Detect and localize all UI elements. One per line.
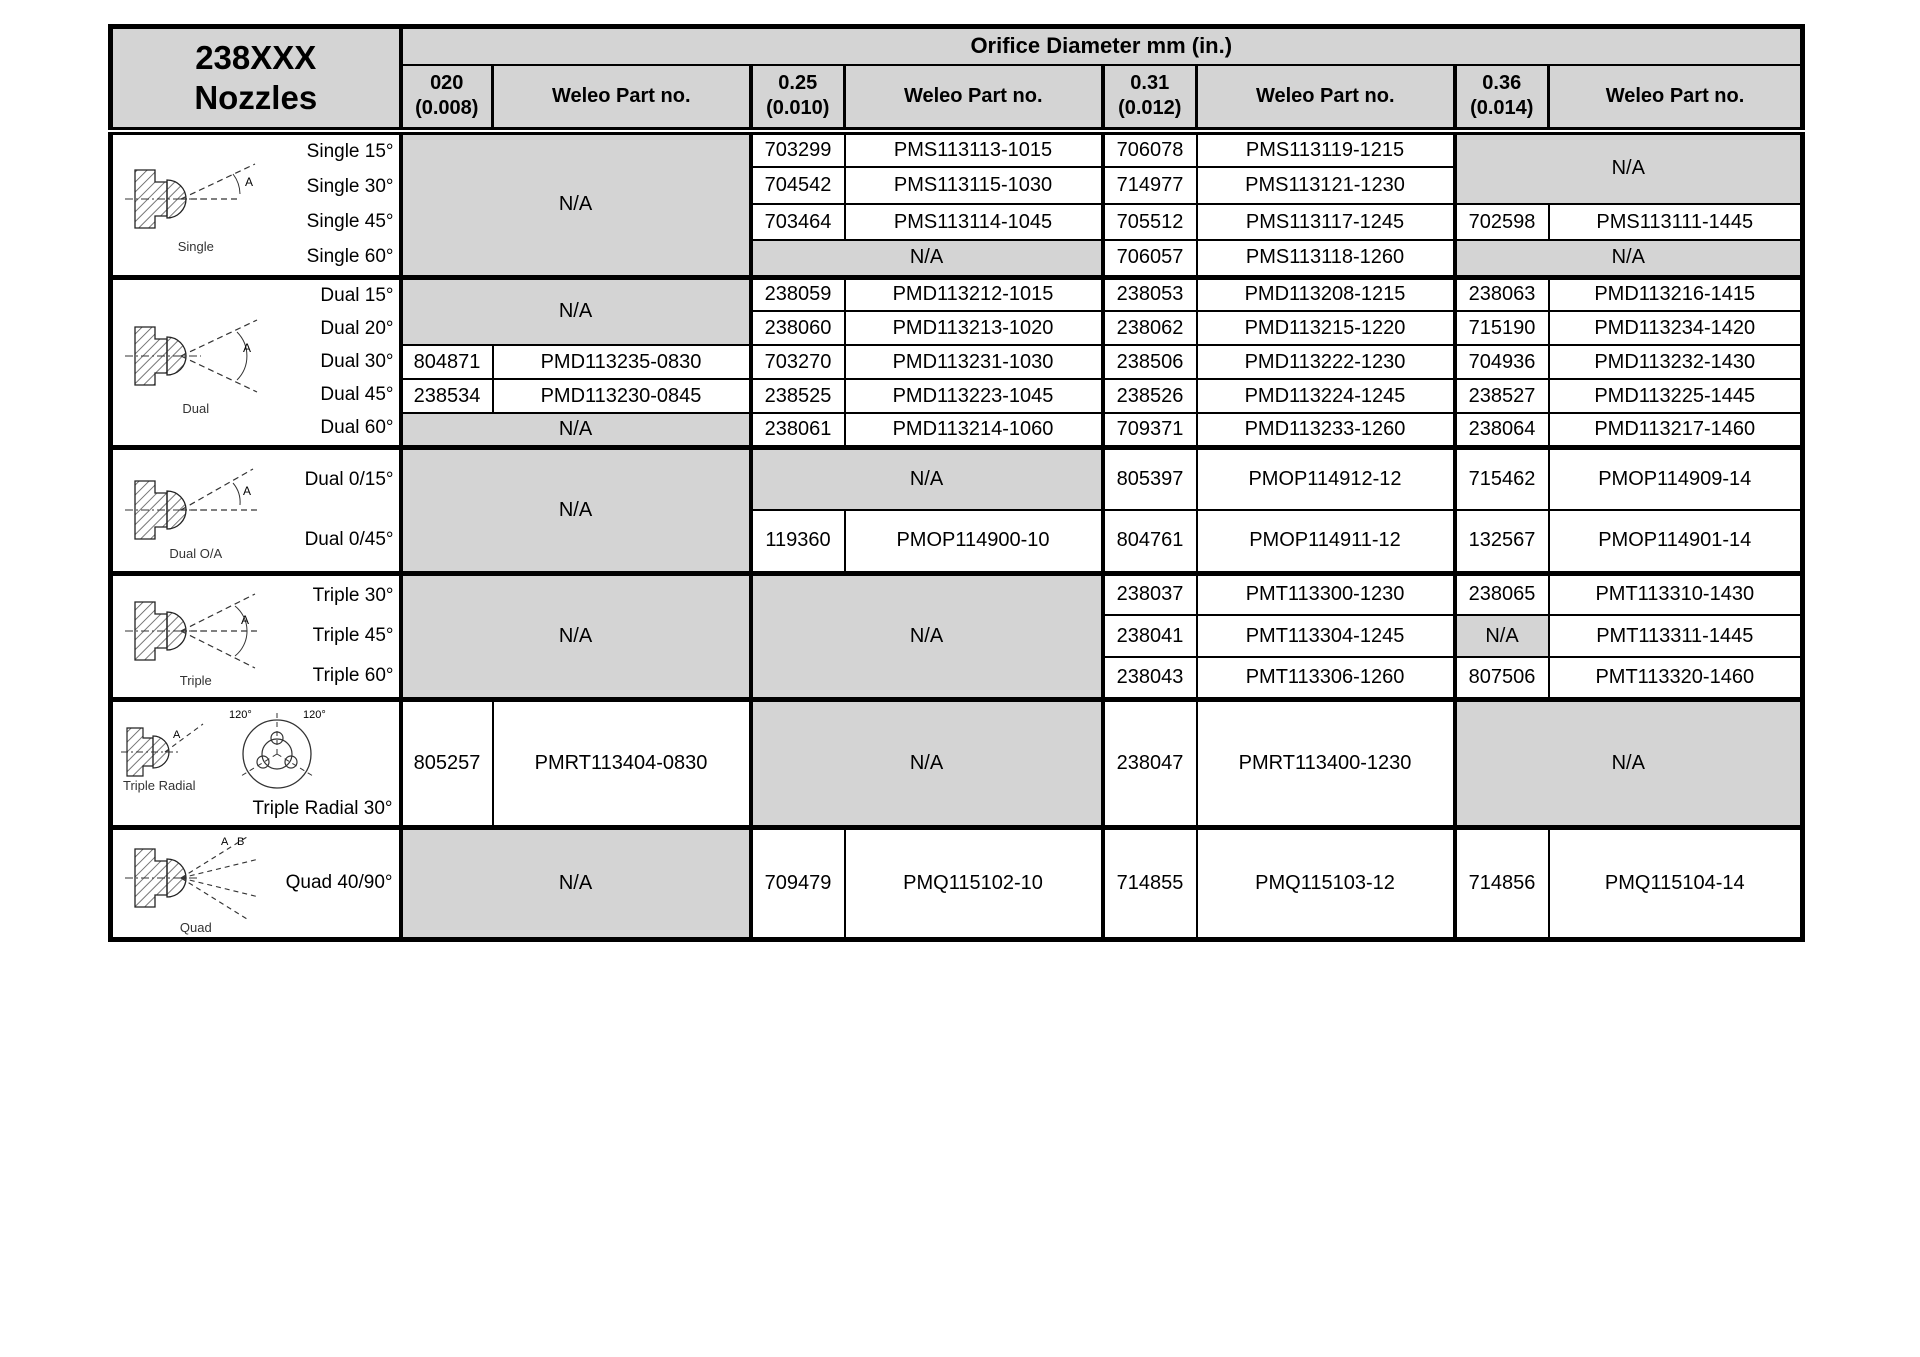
weleo-part-cell: PMS113121-1230	[1197, 167, 1455, 204]
part-number-cell: 238037	[1103, 573, 1197, 615]
part-number-cell: 238043	[1103, 657, 1197, 699]
weleo-part-cell: PMD113222-1230	[1197, 345, 1455, 379]
row-label: Triple 45°	[312, 625, 394, 646]
nozzle-diagram-quad	[113, 830, 279, 936]
weleo-part-cell: PMD113233-1260	[1197, 413, 1455, 447]
row-label: Quad 40/90°	[285, 872, 393, 893]
nozzle-diagram-dual	[113, 280, 279, 444]
part-number-cell: 238063	[1455, 277, 1549, 311]
part-number-cell: 704542	[751, 167, 845, 204]
na-cell: N/A	[1455, 240, 1803, 277]
angle-label: A	[244, 174, 253, 189]
weleo-part-cell: PMD113213-1020	[845, 311, 1103, 345]
part-number-cell: 804871	[401, 345, 493, 379]
row-label: Dual 60°	[320, 416, 394, 438]
part-number-cell: 709371	[1103, 413, 1197, 447]
part-number-cell: 238061	[751, 413, 845, 447]
table-row	[111, 573, 1803, 615]
group-label-triple-radial	[111, 699, 401, 827]
weleo-part-cell: PMS113117-1245	[1197, 204, 1455, 241]
weleo-part-cell: PMT113306-1260	[1197, 657, 1455, 699]
weleo-part-cell: PMRT113404-0830	[493, 699, 751, 827]
part-number-cell: 238506	[1103, 345, 1197, 379]
part-header-036: Weleo Part no.	[1549, 65, 1803, 131]
row-label: Dual 45°	[320, 383, 394, 405]
part-number-cell: 715462	[1455, 447, 1549, 510]
size-mm: 0.25	[778, 72, 818, 94]
na-cell: N/A	[1455, 699, 1803, 827]
part-number-cell: 709479	[751, 827, 845, 939]
diagram-caption: Triple Radial	[123, 777, 196, 793]
table-row	[111, 131, 1803, 168]
weleo-part-cell: PMS113114-1045	[845, 204, 1103, 241]
na-cell: N/A	[401, 447, 751, 573]
size-in: (0.008)	[415, 97, 479, 119]
weleo-part-cell: PMT113320-1460	[1549, 657, 1803, 699]
part-number-cell: 703270	[751, 345, 845, 379]
na-cell: N/A	[401, 277, 751, 345]
part-number-cell: 705512	[1103, 204, 1197, 241]
weleo-part-cell: PMD113235-0830	[493, 345, 751, 379]
weleo-part-cell: PMS113119-1215	[1197, 131, 1455, 168]
weleo-part-cell: PMT113310-1430	[1549, 573, 1803, 615]
diagram-caption: Dual O/A	[169, 546, 223, 561]
row-label: Dual 15°	[320, 285, 394, 307]
part-number-cell: 238053	[1103, 277, 1197, 311]
size-in: (0.012)	[1118, 97, 1182, 119]
na-cell: N/A	[401, 573, 751, 699]
row-label: Single 45°	[306, 211, 394, 232]
diagram-caption: Single	[177, 238, 214, 254]
size-header-031	[1103, 65, 1197, 131]
weleo-part-cell: PMQ115103-12	[1197, 827, 1455, 939]
weleo-part-cell: PMS113111-1445	[1549, 204, 1803, 241]
row-label: Dual 0/45°	[304, 529, 394, 550]
part-number-cell: 238059	[751, 277, 845, 311]
size-mm: 020	[430, 72, 464, 94]
weleo-part-cell: PMD113208-1215	[1197, 277, 1455, 311]
part-number-cell: 238065	[1455, 573, 1549, 615]
part-number-cell: 238525	[751, 379, 845, 413]
size-in: (0.010)	[766, 97, 830, 119]
row-label: Single 60°	[306, 246, 394, 267]
part-number-cell: 238526	[1103, 379, 1197, 413]
weleo-part-cell: PMD113230-0845	[493, 379, 751, 413]
weleo-part-cell: PMOP114901-14	[1549, 510, 1803, 573]
weleo-part-cell: PMT113304-1245	[1197, 615, 1455, 657]
na-cell: N/A	[401, 827, 751, 939]
part-number-cell: 714856	[1455, 827, 1549, 939]
weleo-part-cell: PMD113231-1030	[845, 345, 1103, 379]
angle-label: A	[242, 484, 251, 498]
weleo-part-cell: PMOP114909-14	[1549, 447, 1803, 510]
nozzle-diagram-dual-oa	[113, 450, 279, 570]
size-header-025	[751, 65, 845, 131]
part-number-cell: 706057	[1103, 240, 1197, 277]
na-cell: N/A	[401, 131, 751, 278]
weleo-part-cell: PMS113118-1260	[1197, 240, 1455, 277]
na-cell: N/A	[1455, 615, 1549, 657]
size-header-020	[401, 65, 493, 131]
part-header-020: Weleo Part no.	[493, 65, 751, 131]
part-number-cell: 238047	[1103, 699, 1197, 827]
diagram-caption: Triple	[179, 673, 212, 688]
weleo-part-cell: PMOP114911-12	[1197, 510, 1455, 573]
na-cell: N/A	[751, 240, 1103, 277]
part-number-cell: 238534	[401, 379, 493, 413]
part-number-cell: 704936	[1455, 345, 1549, 379]
table-row	[111, 827, 1803, 939]
row-label: Dual 20°	[320, 318, 394, 340]
angle-rows-labels	[279, 280, 399, 444]
nozzle-diagram-triple	[113, 576, 279, 696]
row-label: Single 30°	[306, 176, 394, 197]
header-row-1	[111, 27, 1803, 65]
degree-label: 120°	[229, 709, 252, 721]
row-label: Dual 30°	[320, 350, 394, 372]
na-cell: N/A	[751, 573, 1103, 699]
angle-rows-labels	[279, 135, 399, 275]
size-header-036	[1455, 65, 1549, 131]
part-number-cell: 238527	[1455, 379, 1549, 413]
angle-label: A	[240, 613, 249, 627]
part-number-cell: 119360	[751, 510, 845, 573]
group-label-dual-oa	[111, 447, 401, 573]
group-label-quad	[111, 827, 401, 939]
angle-label-a: A	[220, 836, 229, 848]
angle-label-b: B	[236, 836, 245, 848]
table-row	[111, 447, 1803, 510]
weleo-part-cell: PMD113232-1430	[1549, 345, 1803, 379]
weleo-part-cell: PMD113212-1015	[845, 277, 1103, 311]
part-header-031: Weleo Part no.	[1197, 65, 1455, 131]
part-number-cell: 238041	[1103, 615, 1197, 657]
part-number-cell: 132567	[1455, 510, 1549, 573]
part-number-cell: 714855	[1103, 827, 1197, 939]
weleo-part-cell: PMD113223-1045	[845, 379, 1103, 413]
part-number-cell: 805397	[1103, 447, 1197, 510]
na-cell: N/A	[751, 699, 1103, 827]
na-cell: N/A	[1455, 131, 1803, 204]
part-number-cell: 805257	[401, 699, 493, 827]
title-line-2: Nozzles	[194, 78, 318, 116]
nozzle-part-table	[108, 24, 1805, 942]
part-number-cell: 807506	[1455, 657, 1549, 699]
part-number-cell: 804761	[1103, 510, 1197, 573]
na-cell: N/A	[751, 447, 1103, 510]
part-number-cell: 706078	[1103, 131, 1197, 168]
part-number-cell: 238064	[1455, 413, 1549, 447]
angle-rows-labels	[279, 576, 399, 696]
weleo-part-cell: PMQ115104-14	[1549, 827, 1803, 939]
nozzle-diagram-single	[113, 135, 279, 275]
diagram-caption: Quad	[179, 920, 212, 935]
part-number-cell: 703464	[751, 204, 845, 241]
orifice-diameter-header: Orifice Diameter mm (in.)	[401, 27, 1803, 65]
table-title	[111, 27, 401, 131]
group-label-dual	[111, 277, 401, 447]
degree-label: 120°	[303, 709, 326, 721]
group-label-single	[111, 131, 401, 278]
table-row	[111, 699, 1803, 827]
angle-rows-labels	[279, 450, 399, 570]
row-label: Triple 60°	[312, 665, 394, 686]
size-mm: 0.36	[1482, 72, 1522, 94]
angle-label: A	[242, 341, 251, 355]
na-cell: N/A	[401, 413, 751, 447]
title-line-1: 238XXX	[195, 39, 317, 77]
part-number-cell: 238060	[751, 311, 845, 345]
weleo-part-cell: PMS113115-1030	[845, 167, 1103, 204]
part-number-cell: 238062	[1103, 311, 1197, 345]
nozzle-diagram-triple-radial	[113, 702, 399, 798]
weleo-part-cell: PMT113311-1445	[1549, 615, 1803, 657]
row-label: Dual 0/15°	[304, 469, 394, 490]
table-row	[111, 277, 1803, 311]
group-label-triple	[111, 573, 401, 699]
weleo-part-cell: PMD113217-1460	[1549, 413, 1803, 447]
weleo-part-cell: PMD113234-1420	[1549, 311, 1803, 345]
weleo-part-cell: PMD113215-1220	[1197, 311, 1455, 345]
weleo-part-cell: PMD113225-1445	[1549, 379, 1803, 413]
weleo-part-cell: PMD113216-1415	[1549, 277, 1803, 311]
weleo-part-cell: PMQ115102-10	[845, 827, 1103, 939]
row-label: Triple 30°	[312, 585, 394, 606]
size-mm: 0.31	[1130, 72, 1170, 94]
weleo-part-cell: PMRT113400-1230	[1197, 699, 1455, 827]
part-number-cell: 714977	[1103, 167, 1197, 204]
weleo-part-cell: PMT113300-1230	[1197, 573, 1455, 615]
size-in: (0.014)	[1470, 97, 1534, 119]
weleo-part-cell: PMS113113-1015	[845, 131, 1103, 168]
weleo-part-cell: PMOP114912-12	[1197, 447, 1455, 510]
weleo-part-cell: PMOP114900-10	[845, 510, 1103, 573]
diagram-caption: Dual	[182, 401, 210, 416]
weleo-part-cell: PMD113214-1060	[845, 413, 1103, 447]
angle-label: A	[173, 729, 181, 741]
part-number-cell: 702598	[1455, 204, 1549, 241]
part-number-cell: 715190	[1455, 311, 1549, 345]
weleo-part-cell: PMD113224-1245	[1197, 379, 1455, 413]
row-label: Single 15°	[306, 141, 394, 162]
row-label: Triple Radial 30°	[252, 798, 393, 819]
part-header-025: Weleo Part no.	[845, 65, 1103, 131]
part-number-cell: 703299	[751, 131, 845, 168]
